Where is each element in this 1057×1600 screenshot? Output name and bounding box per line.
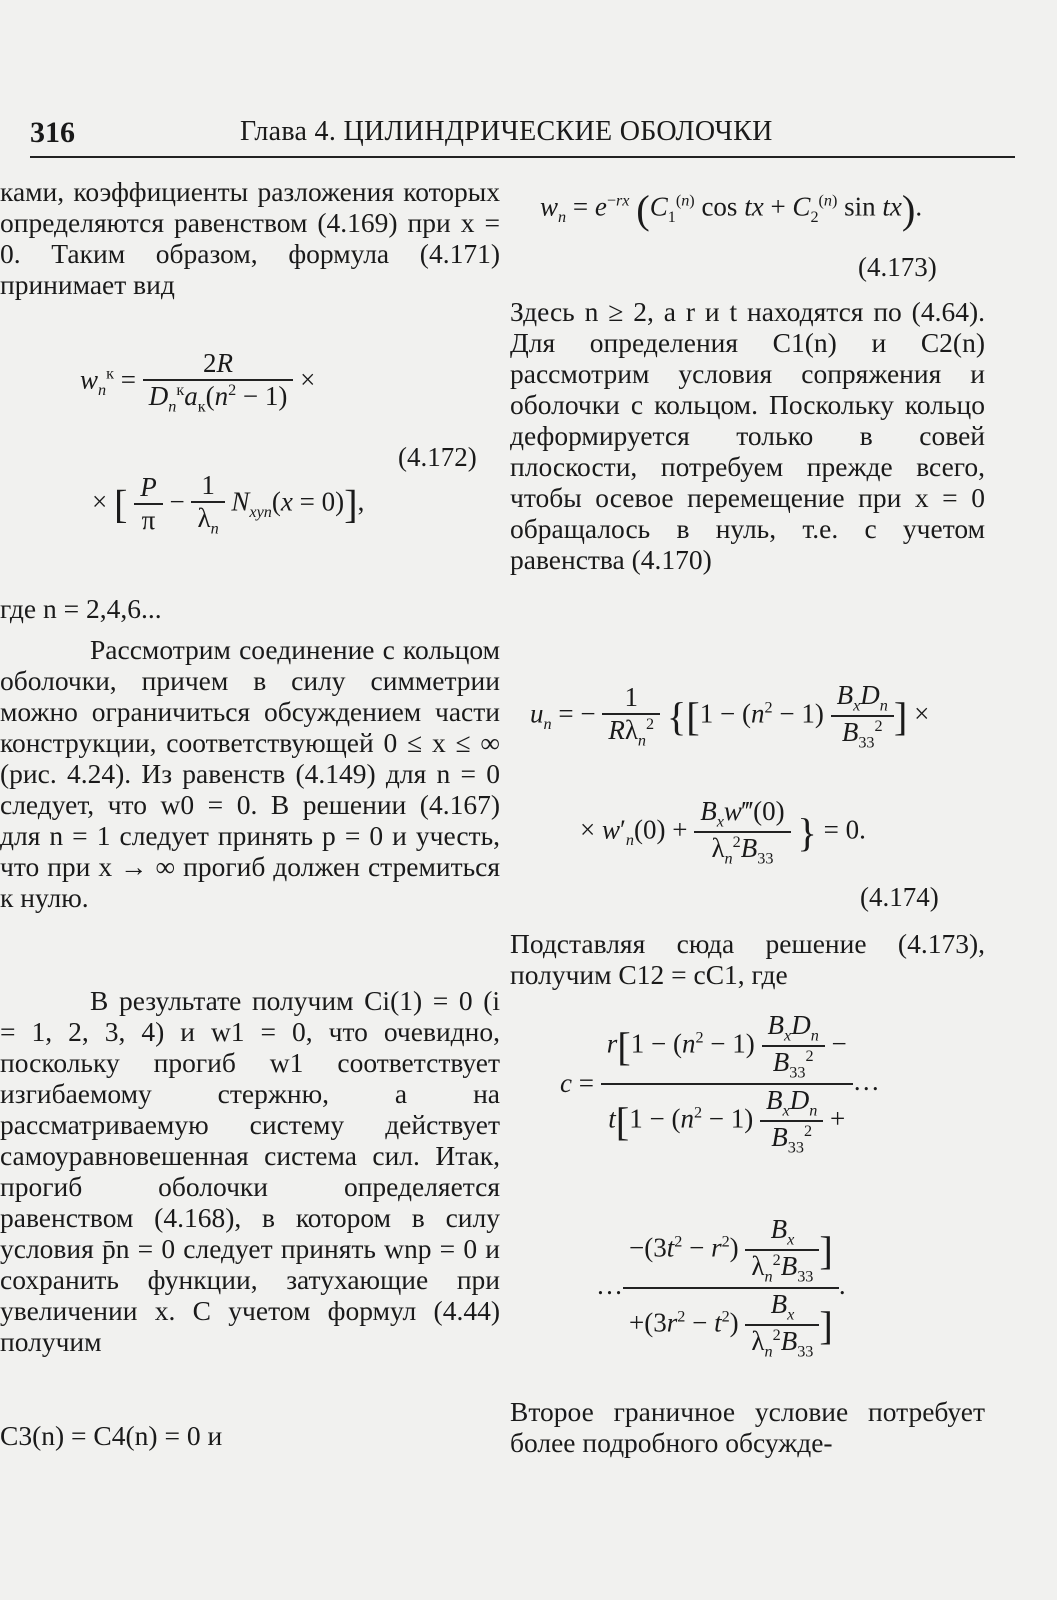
right-paragraph-3: Второе граничное условие потребует более подробного обсужде- — [510, 1396, 985, 1458]
fraction: $\frac{2R}{D_n^кa_к(n^2 - 1)}$ — [143, 348, 294, 416]
equation-4-174-line-1: $u_n$ = − $\frac{1}{R\lambda_n^2}$ {[$1 - (n^2 - 1)$ $\frac{B_xD_n}{B_{33}^2}$ ] × — [530, 680, 930, 752]
equation-4-172-line-2: × [ $\frac{P}{\pi}$ − $\frac{1}{\lambda_n}$ $N_{xyn}(x = 0)$], — [92, 470, 365, 538]
running-title: Глава 4. ЦИЛИНДРИЧЕСКИЕ ОБОЛОЧКИ — [240, 116, 773, 147]
right-paragraph-2: Подставляя сюда решение (4.173), получим C12 = cC1, где — [510, 928, 985, 990]
left-where-line: где n = 2,4,6... — [0, 593, 162, 624]
equation-c-continued: … $-(3t^2 - r^2)$ $\frac{B_x}{\lambda_n^2B_{33}}$ ] $+(3r^2 - t^2)$ $\frac{B_x}{\lambda_n^2B_{33}}$ ] . — [596, 1214, 846, 1361]
left-paragraph-1: ками, коэффициенты разложения которых определяются равенством (4.169) при x = 0. Таким образом, формула (4.171) принимает вид — [0, 176, 500, 300]
equation-c: c = $r[1 - (n^2 - 1)$ $\frac{B_xD_n}{B_{33}^2}$ − $t[1 - (n^2 - 1)$ $\frac{B_xD_n}{B_{33}^2}$ + … — [560, 1010, 880, 1157]
equation-number-4-174: (4.174) — [860, 882, 939, 912]
fraction-c: $r[1 - (n^2 - 1)$ $\frac{B_xD_n}{B_{33}^2}$ − $t[1 - (n^2 - 1)$ $\frac{B_xD_n}{B_{33}^2}$ + — [601, 1010, 853, 1158]
equation-4-173: $w_n = e^{-rx}$ ($C_1^{(n)}$ cos tx + $C_2^{(n)}$ sin tx). — [540, 187, 923, 232]
right-paragraph-1: Здесь n ≥ 2, а r и t находятся по (4.64). Для определения C1(n) и C2(n) рассмотрим условия сопряжения и оболочки с кольцом. Поскольку кольцо деформируется только в совей плоскости, потребуем прежде всего, чтобы осевое перемещение при x = 0 обращалось в нуль, т.е. с учетом равенства (4.170) — [510, 296, 985, 575]
equation-number-4-172: (4.172) — [398, 442, 477, 472]
equation-4-174-line-2: × $w'_n(0)$ + $\frac{B_xw‴(0)}{\lambda_n^2B_{33}}$ } = 0. — [580, 796, 866, 868]
equation-4-172-line-1: $w_n^к$ = $\frac{2R}{D_n^кa_к(n^2 - 1)}$ × — [80, 348, 316, 416]
left-last-line: C3(n) = C4(n) = 0 и — [0, 1420, 223, 1451]
left-paragraph-2: Рассмотрим соединение с кольцом оболочки, причем в силу симметрии можно ограничиться обсуждением части конструкции, соответствующей 0 ≤ x ≤ ∞ (рис. 4.24). Из равенств (4.149) для n = 0 следует, что w0 = 0. В решении (4.167) для n = 1 следует принять p = 0 и учесть, что при x → ∞ прогиб должен стремиться к нулю. — [0, 634, 500, 913]
fraction-c-2: $-(3t^2 - r^2)$ $\frac{B_x}{\lambda_n^2B_{33}}$ ] $+(3r^2 - t^2)$ $\frac{B_x}{\lambda_n^2B_{33}}$ ] — [623, 1214, 839, 1362]
equation-number-4-173: (4.173) — [858, 252, 937, 282]
page-number: 316 — [30, 116, 75, 149]
running-header — [30, 110, 1015, 158]
left-paragraph-3: В результате получим Ci(1) = 0 (i = 1, 2, 3, 4) и w1 = 0, что очевидно, поскольку прогиб w1 соответствует изгибаемому стержню, а на рассматриваемую систему действует самоуравновешенная система сил. Итак, прогиб оболочки определяется равенством (4.168), в котором в силу условия p̄n = 0 следует принять wnp = 0 и сохранить функции, затухающие при увеличении x. С учетом формул (4.44) получим — [0, 985, 500, 1357]
